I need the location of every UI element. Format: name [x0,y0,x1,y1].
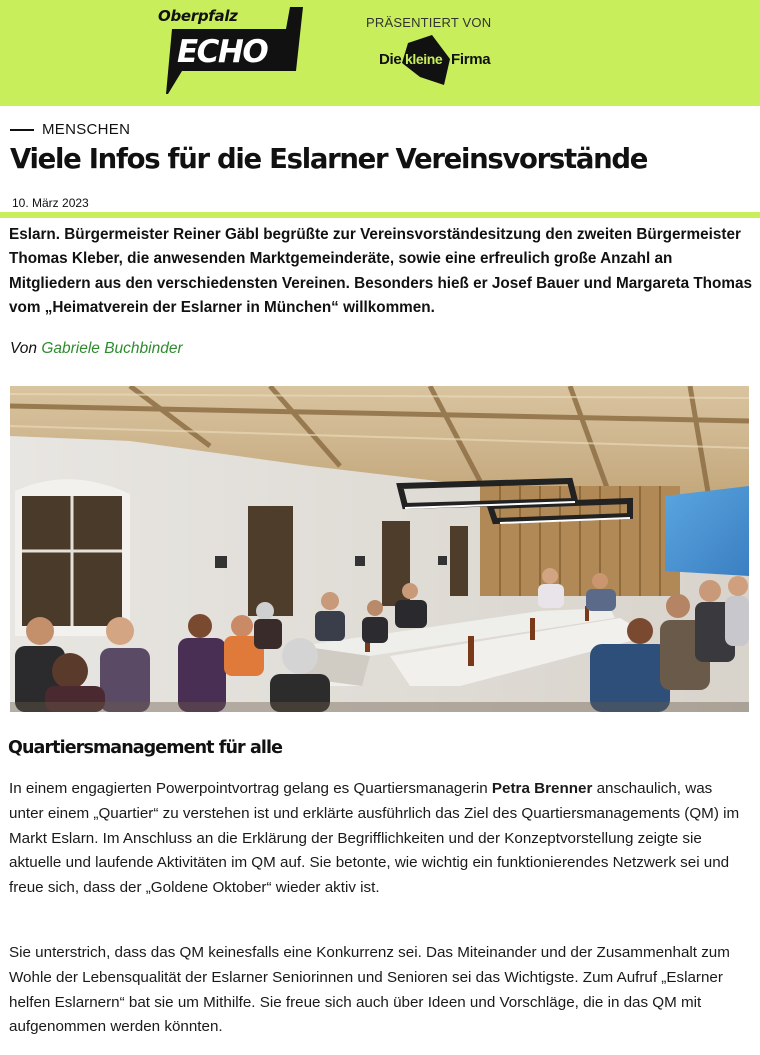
paragraph-1-rest: anschaulich, was unter einem „Quartier“ zu verstehen ist und erklärte ausführlich das Ziel des Quartiersmanagements (QM) im Markt Eslarn. Im Anschluss an die Erklärung der Begrifflichkeiten und der Konzeptvorstellung zeigte sie aktuelle und laufende Aktivitäten im QM auf. Sie betonte, wie wichtig ein funktionierendes Netzwerk sei und freue sich, dass der „Goldene Oktober“ wieder aktiv ist. [9,780,740,897]
oberpfalz-echo-logo[interactable] [158,7,308,97]
article-title: Viele Infos für die Eslarner Vereinsvorstände [10,143,648,175]
author-link[interactable]: Gabriele Buchbinder [41,340,183,357]
byline [10,340,183,358]
article-photo [10,386,749,712]
category-kicker[interactable] [10,121,130,138]
article-lead: Eslarn. Bürgermeister Reiner Gäbl begrüßte zur Vereinsvorständesitzung den zweiten Bürgermeister Thomas Kleber, die anwesenden Marktgemeinderäte, sowie eine erfreulich große Anzahl an Mitgliedern aus den verschiedensten Vereinen. Besonders hieß er Josef Bauer und Margareta Thomas vom „Heimatverein der Eslarner in München“ willkommen. [9,226,752,316]
paragraph-2: Sie unterstrich, dass das QM keinesfalls eine Konkurrenz sei. Das Miteinander und der Zusammenhalt zum Wohle der Lebensqualität der Eslarner Seniorinnen und Senioren sei das Wichtigste. Zum Aufruf „Eslarner helfen Eslarnern“ bat sie um Mithilfe. Sie freue sich auch über Ideen und Vorschläge, die in das QM mit aufgenommen werden könnten. [9,944,730,1036]
divider-rule [0,212,760,218]
logo-top-text: Oberpfalz [158,7,238,25]
sponsor-text-3: Firma [451,51,491,68]
presented-by-label: PRÄSENTIERT VON [366,15,492,30]
logo-main-text: ECHO [177,34,268,70]
byline-prefix: Von [10,340,38,357]
paragraph-1 [9,777,751,901]
category-label: MENSCHEN [42,121,131,138]
article-date: 10. März 2023 [12,196,89,210]
kicker-dash [10,129,34,131]
meeting-room-photo [10,386,749,712]
section-heading: Quartiersmanagement für alle [8,738,283,758]
sponsor-text-2: kleine [405,51,443,67]
paragraph-1-start: In einem engagierten Powerpointvortrag gelang es Quartiersmanagerin [9,780,492,797]
speaker-name: Petra Brenner [491,780,593,797]
sponsor-text-1: Die [379,51,402,68]
site-header [0,0,760,106]
